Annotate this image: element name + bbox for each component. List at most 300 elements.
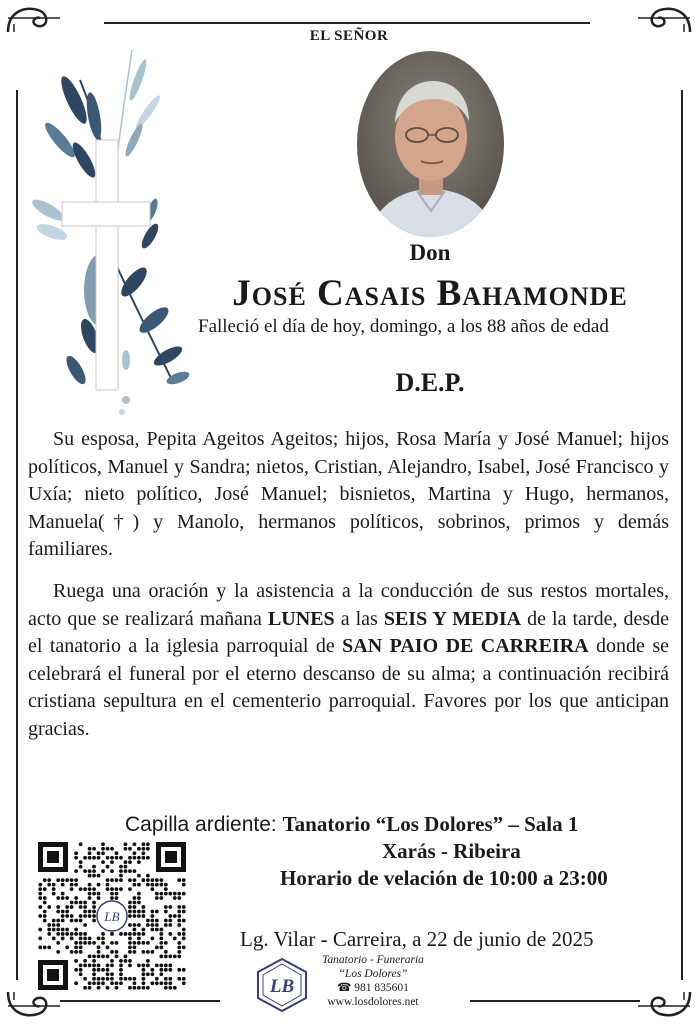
qr-module bbox=[97, 937, 101, 941]
qr-module bbox=[142, 878, 146, 882]
qr-module bbox=[168, 977, 172, 981]
qr-module bbox=[38, 905, 42, 909]
phone-icon: ☎ bbox=[337, 982, 352, 994]
corner-ornament-bottom-right bbox=[636, 986, 694, 1022]
qr-module bbox=[146, 842, 150, 846]
qr-module bbox=[137, 910, 141, 914]
qr-module bbox=[106, 977, 110, 981]
qr-module bbox=[182, 928, 186, 932]
qr-module bbox=[137, 937, 141, 941]
family-paragraph: Su esposa, Pepita Ageitos Ageitos; hijos, Rosa María y José Manuel; hijos políticos, Manuel y Sandra; nietos, Cristian, Alejandro, Isabel, José Francisco y Uxía; nieto político, José Manuel; bisnietos, Martina y Hugo, hermanos, Manuela(†) y Manolo, hermanos políticos, sobrinos, primos y demás familiares. bbox=[28, 428, 669, 561]
qr-module bbox=[155, 963, 159, 967]
qr-module bbox=[164, 963, 168, 967]
rest-in-peace-label: D.E.P. bbox=[395, 368, 465, 397]
qr-module bbox=[74, 901, 78, 905]
qr-module bbox=[115, 954, 119, 958]
qr-module bbox=[110, 981, 114, 985]
qr-module bbox=[159, 932, 163, 936]
qr-module bbox=[88, 851, 92, 855]
qr-module bbox=[128, 856, 132, 860]
qr-module bbox=[70, 901, 74, 905]
qr-module bbox=[155, 896, 159, 900]
qr-module bbox=[146, 856, 150, 860]
qr-module bbox=[182, 937, 186, 941]
qr-module bbox=[106, 856, 110, 860]
qr-module bbox=[146, 972, 150, 976]
qr-module bbox=[110, 892, 114, 896]
service-text-2: a las bbox=[334, 607, 384, 630]
qr-module bbox=[38, 946, 42, 950]
qr-module bbox=[70, 883, 74, 887]
qr-module bbox=[74, 919, 78, 923]
qr-module bbox=[115, 896, 119, 900]
qr-module bbox=[106, 883, 110, 887]
qr-module bbox=[70, 905, 74, 909]
qr-module bbox=[43, 896, 47, 900]
qr-module bbox=[128, 914, 132, 918]
qr-module bbox=[97, 946, 101, 950]
qr-module bbox=[159, 963, 163, 967]
qr-module bbox=[56, 950, 60, 954]
qr-module bbox=[88, 896, 92, 900]
qr-module bbox=[65, 878, 69, 882]
qr-module bbox=[128, 887, 132, 891]
funeral-home-website[interactable]: www.losdolores.net bbox=[327, 996, 419, 1008]
qr-module bbox=[119, 968, 123, 972]
qr-module bbox=[137, 860, 141, 864]
qr-module bbox=[137, 914, 141, 918]
qr-module bbox=[110, 856, 114, 860]
qr-module bbox=[142, 977, 146, 981]
qr-module bbox=[47, 883, 51, 887]
qr-module bbox=[168, 963, 172, 967]
qr-module bbox=[52, 883, 56, 887]
qr-module bbox=[83, 941, 87, 945]
service-church: SAN PAIO DE CARREIRA bbox=[342, 635, 589, 658]
qr-module bbox=[146, 941, 150, 945]
qr-module bbox=[142, 972, 146, 976]
qr-module bbox=[74, 981, 78, 985]
qr-module bbox=[133, 932, 137, 936]
qr-module bbox=[133, 981, 137, 985]
qr-module bbox=[182, 878, 186, 882]
qr-module bbox=[124, 932, 128, 936]
qr-module bbox=[164, 923, 168, 927]
qr-module bbox=[159, 941, 163, 945]
qr-module bbox=[79, 950, 83, 954]
qr-module bbox=[142, 950, 146, 954]
qr-module bbox=[128, 910, 132, 914]
qr-module bbox=[74, 856, 78, 860]
qr-module bbox=[133, 856, 137, 860]
qr-module bbox=[182, 910, 186, 914]
qr-module bbox=[182, 883, 186, 887]
qr-module bbox=[56, 923, 60, 927]
qr-module bbox=[142, 968, 146, 972]
qr-module bbox=[150, 878, 154, 882]
qr-module bbox=[164, 919, 168, 923]
death-notice: Falleció el día de hoy, domingo, a los 88 años de edad bbox=[198, 316, 609, 337]
qr-module bbox=[119, 869, 123, 873]
qr-module bbox=[61, 932, 65, 936]
qr-module bbox=[38, 914, 42, 918]
qr-module bbox=[133, 842, 137, 846]
qr-module bbox=[124, 954, 128, 958]
qr-module bbox=[106, 878, 110, 882]
qr-module bbox=[142, 981, 146, 985]
qr-module bbox=[168, 986, 172, 990]
qr-module bbox=[150, 923, 154, 927]
qr-module bbox=[92, 847, 96, 851]
qr-module bbox=[128, 923, 132, 927]
qr-module bbox=[164, 883, 168, 887]
qr-module bbox=[119, 932, 123, 936]
qr-module bbox=[159, 981, 163, 985]
qr-module bbox=[137, 941, 141, 945]
header-label: EL SEÑOR bbox=[309, 28, 389, 44]
border-bottom-right bbox=[470, 1000, 640, 1002]
qr-module bbox=[47, 878, 51, 882]
qr-module bbox=[137, 932, 141, 936]
qr-module bbox=[56, 878, 60, 882]
qr-module bbox=[92, 905, 96, 909]
title-honorific: Don bbox=[409, 240, 451, 265]
qr-module bbox=[110, 847, 114, 851]
qr-module bbox=[146, 963, 150, 967]
qr-module bbox=[164, 977, 168, 981]
qr-module bbox=[150, 937, 154, 941]
qr-module bbox=[168, 905, 172, 909]
svg-text:LB: LB bbox=[269, 976, 295, 997]
qr-module bbox=[150, 910, 154, 914]
qr-module bbox=[65, 932, 69, 936]
qr-module bbox=[128, 963, 132, 967]
qr-module bbox=[79, 932, 83, 936]
qr-module bbox=[70, 950, 74, 954]
qr-module bbox=[97, 950, 101, 954]
qr-module bbox=[164, 950, 168, 954]
qr-module bbox=[159, 937, 163, 941]
qr-module bbox=[128, 905, 132, 909]
qr-module bbox=[97, 851, 101, 855]
chapel-label: Capilla ardiente: bbox=[125, 813, 283, 836]
qr-module bbox=[106, 865, 110, 869]
qr-module bbox=[83, 963, 87, 967]
qr-module bbox=[106, 954, 110, 958]
qr-module bbox=[150, 887, 154, 891]
qr-module bbox=[97, 977, 101, 981]
qr-module bbox=[52, 892, 56, 896]
qr-module bbox=[65, 896, 69, 900]
qr-module bbox=[115, 878, 119, 882]
service-text-4: donde se celebrará el funeral por el eterno descanso de su alma; a continuación recibirá cristiana sepultura en el cementerio parroquial. Favores por los que anticipan gracias. bbox=[28, 635, 669, 740]
qr-module bbox=[164, 887, 168, 891]
qr-module bbox=[110, 972, 114, 976]
qr-module bbox=[119, 959, 123, 963]
qr-module bbox=[65, 905, 69, 909]
qr-module bbox=[56, 919, 60, 923]
qr-module bbox=[168, 981, 172, 985]
qr-module bbox=[92, 919, 96, 923]
qr-module bbox=[47, 923, 51, 927]
qr-module bbox=[164, 892, 168, 896]
qr-module bbox=[124, 860, 128, 864]
portrait-photo bbox=[357, 51, 504, 237]
qr-module bbox=[79, 901, 83, 905]
qr-module bbox=[74, 941, 78, 945]
qr-module bbox=[128, 860, 132, 864]
qr-module bbox=[137, 896, 141, 900]
qr-module bbox=[43, 914, 47, 918]
qr-module bbox=[173, 986, 177, 990]
qr-module bbox=[88, 981, 92, 985]
qr-module bbox=[79, 887, 83, 891]
qr-module bbox=[101, 851, 105, 855]
qr-module bbox=[119, 856, 123, 860]
qr-module bbox=[83, 901, 87, 905]
qr-module bbox=[146, 883, 150, 887]
service-text-3: de la tarde, desde el tanatorio a la iglesia parroquial de bbox=[28, 607, 670, 658]
qr-module bbox=[124, 959, 128, 963]
qr-module bbox=[92, 981, 96, 985]
qr-finder-bottom-left bbox=[38, 960, 68, 990]
qr-module bbox=[150, 968, 154, 972]
qr-module bbox=[83, 856, 87, 860]
service-time: SEIS Y MEDIA bbox=[383, 607, 522, 630]
qr-code[interactable] bbox=[38, 842, 186, 990]
qr-module bbox=[97, 892, 101, 896]
service-text-1: Ruega una oración y la asistencia a la conducción de sus restos mortales, acto que se realizará mañana bbox=[28, 580, 669, 630]
qr-module bbox=[43, 887, 47, 891]
qr-module bbox=[61, 910, 65, 914]
qr-module bbox=[83, 914, 87, 918]
qr-module bbox=[164, 954, 168, 958]
qr-module bbox=[142, 905, 146, 909]
qr-module bbox=[177, 919, 181, 923]
qr-module bbox=[128, 932, 132, 936]
qr-module bbox=[150, 919, 154, 923]
qr-module bbox=[133, 883, 137, 887]
qr-module bbox=[101, 860, 105, 864]
qr-module bbox=[173, 937, 177, 941]
qr-module bbox=[92, 887, 96, 891]
qr-module bbox=[38, 928, 42, 932]
qr-module bbox=[159, 968, 163, 972]
qr-module bbox=[164, 941, 168, 945]
qr-module bbox=[92, 963, 96, 967]
qr-module bbox=[83, 959, 87, 963]
qr-module bbox=[52, 928, 56, 932]
qr-module bbox=[101, 977, 105, 981]
qr-module bbox=[115, 981, 119, 985]
qr-module bbox=[110, 860, 114, 864]
funeral-home-logo bbox=[254, 957, 310, 1013]
qr-module bbox=[142, 847, 146, 851]
qr-module bbox=[142, 928, 146, 932]
qr-module bbox=[97, 883, 101, 887]
qr-module bbox=[79, 842, 83, 846]
qr-module bbox=[168, 914, 172, 918]
qr-module bbox=[119, 981, 123, 985]
qr-module bbox=[110, 896, 114, 900]
qr-module bbox=[133, 928, 137, 932]
qr-module bbox=[173, 954, 177, 958]
qr-module bbox=[43, 946, 47, 950]
funeral-home-phone-row bbox=[310, 981, 436, 995]
qr-module bbox=[106, 963, 110, 967]
qr-module bbox=[70, 887, 74, 891]
qr-module bbox=[61, 896, 65, 900]
qr-module bbox=[128, 950, 132, 954]
qr-module bbox=[101, 954, 105, 958]
qr-module bbox=[142, 856, 146, 860]
qr-module bbox=[133, 914, 137, 918]
qr-module bbox=[173, 896, 177, 900]
qr-module bbox=[79, 919, 83, 923]
qr-module bbox=[110, 932, 114, 936]
qr-module bbox=[115, 986, 119, 990]
qr-module bbox=[70, 914, 74, 918]
qr-module bbox=[146, 950, 150, 954]
qr-module bbox=[142, 932, 146, 936]
qr-module bbox=[177, 941, 181, 945]
qr-module bbox=[177, 968, 181, 972]
qr-module bbox=[146, 919, 150, 923]
qr-module bbox=[52, 919, 56, 923]
qr-module bbox=[92, 968, 96, 972]
qr-module bbox=[177, 977, 181, 981]
service-day: LUNES bbox=[267, 607, 335, 630]
qr-module bbox=[168, 923, 172, 927]
qr-module bbox=[137, 923, 141, 927]
qr-module bbox=[177, 896, 181, 900]
qr-module bbox=[83, 869, 87, 873]
qr-module bbox=[79, 865, 83, 869]
qr-module bbox=[65, 910, 69, 914]
qr-module bbox=[159, 972, 163, 976]
qr-module bbox=[146, 959, 150, 963]
border-left bbox=[16, 90, 18, 980]
qr-module bbox=[159, 896, 163, 900]
qr-module bbox=[146, 923, 150, 927]
qr-module bbox=[88, 847, 92, 851]
qr-module bbox=[137, 883, 141, 887]
qr-module bbox=[177, 878, 181, 882]
qr-module bbox=[92, 959, 96, 963]
qr-module bbox=[150, 928, 154, 932]
qr-module bbox=[101, 842, 105, 846]
qr-module bbox=[56, 932, 60, 936]
qr-module bbox=[70, 878, 74, 882]
qr-module bbox=[79, 968, 83, 972]
qr-module bbox=[56, 910, 60, 914]
qr-module bbox=[92, 977, 96, 981]
qr-module bbox=[159, 892, 163, 896]
qr-module bbox=[133, 941, 137, 945]
qr-module bbox=[56, 941, 60, 945]
qr-module bbox=[47, 928, 51, 932]
qr-module bbox=[142, 986, 146, 990]
funeral-home-phone[interactable]: 981 835601 bbox=[354, 982, 409, 994]
qr-module bbox=[52, 887, 56, 891]
qr-module bbox=[92, 856, 96, 860]
qr-module bbox=[133, 896, 137, 900]
qr-module bbox=[88, 954, 92, 958]
qr-module bbox=[133, 901, 137, 905]
qr-module bbox=[119, 878, 123, 882]
qr-module bbox=[115, 851, 119, 855]
qr-module bbox=[142, 914, 146, 918]
qr-module bbox=[74, 896, 78, 900]
qr-module bbox=[101, 937, 105, 941]
qr-module bbox=[137, 892, 141, 896]
qr-module bbox=[115, 941, 119, 945]
qr-module bbox=[92, 892, 96, 896]
qr-module bbox=[47, 946, 51, 950]
qr-module bbox=[155, 883, 159, 887]
qr-module bbox=[92, 910, 96, 914]
qr-module bbox=[164, 968, 168, 972]
funeral-home-info bbox=[310, 953, 436, 1009]
qr-module bbox=[133, 905, 137, 909]
qr-module bbox=[79, 946, 83, 950]
qr-module bbox=[146, 874, 150, 878]
qr-module bbox=[124, 865, 128, 869]
qr-module bbox=[177, 932, 181, 936]
qr-module bbox=[79, 937, 83, 941]
qr-module bbox=[110, 959, 114, 963]
qr-module bbox=[47, 905, 51, 909]
qr-module bbox=[168, 968, 172, 972]
qr-module bbox=[74, 959, 78, 963]
qr-module bbox=[182, 932, 186, 936]
qr-module bbox=[74, 968, 78, 972]
qr-module bbox=[119, 963, 123, 967]
qr-module bbox=[128, 959, 132, 963]
qr-module bbox=[97, 954, 101, 958]
qr-module bbox=[115, 892, 119, 896]
qr-module bbox=[101, 869, 105, 873]
qr-module bbox=[74, 950, 78, 954]
qr-module bbox=[142, 941, 146, 945]
qr-module bbox=[133, 910, 137, 914]
qr-module bbox=[164, 910, 168, 914]
qr-module bbox=[61, 892, 65, 896]
qr-module bbox=[88, 887, 92, 891]
qr-module bbox=[61, 878, 65, 882]
qr-module bbox=[159, 878, 163, 882]
qr-module bbox=[133, 946, 137, 950]
qr-module bbox=[137, 901, 141, 905]
qr-module bbox=[115, 887, 119, 891]
qr-module bbox=[119, 874, 123, 878]
qr-module bbox=[65, 914, 69, 918]
qr-module bbox=[150, 950, 154, 954]
qr-module bbox=[74, 946, 78, 950]
qr-module bbox=[164, 905, 168, 909]
qr-module bbox=[182, 892, 186, 896]
funeral-home-name: “Los Dolores” bbox=[338, 968, 408, 980]
qr-module bbox=[61, 928, 65, 932]
qr-module bbox=[43, 878, 47, 882]
deceased-name: José Casais Bahamonde bbox=[232, 273, 628, 314]
qr-module bbox=[146, 878, 150, 882]
border-bottom-left bbox=[60, 1000, 220, 1002]
qr-module bbox=[79, 972, 83, 976]
qr-module bbox=[133, 950, 137, 954]
qr-module bbox=[88, 883, 92, 887]
qr-module bbox=[128, 937, 132, 941]
